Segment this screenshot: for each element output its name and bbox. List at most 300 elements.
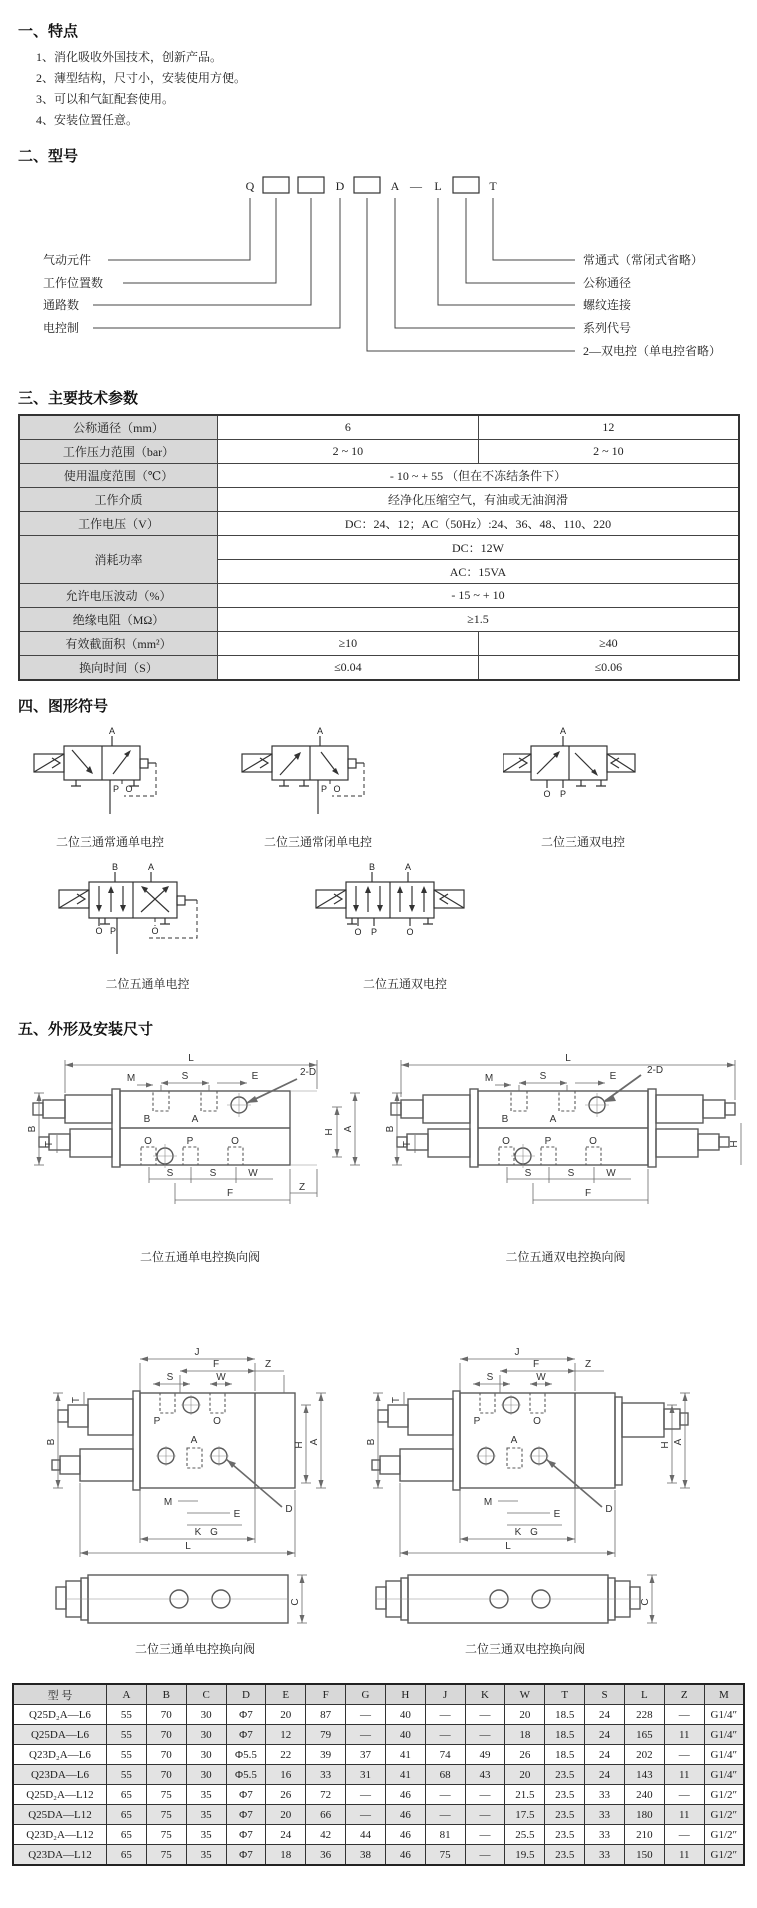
model-code-cell: Q25D₂A—L12: [13, 1785, 107, 1805]
param-value: 2 ~ 10: [218, 440, 479, 464]
dimension-drawing: [40, 1335, 350, 1629]
dim-label: E: [251, 1071, 259, 1082]
dim-label: 2-D: [299, 1067, 317, 1078]
param-value: - 10 ~ + 55 （但在不冻结条件下）: [218, 464, 740, 488]
dim-label: F: [226, 1188, 234, 1199]
symbol-arrowheads: [294, 752, 339, 775]
symbol-caption: 二位三通常通单电控: [55, 835, 164, 849]
centerlines: [511, 1093, 609, 1168]
dimension-value-cell: 46: [385, 1825, 425, 1845]
dimension-value-cell: 33: [585, 1825, 625, 1845]
port-holes-dashed: [160, 1393, 225, 1468]
symbol-body: [59, 872, 197, 954]
size-column-header: S: [585, 1684, 625, 1705]
dimension-value-cell: 11: [664, 1765, 704, 1785]
port-a-label: A: [316, 726, 324, 736]
model-code-cell: Q23DA—L12: [13, 1845, 107, 1866]
dimension-value-cell: Φ7: [226, 1825, 266, 1845]
dim-label: J: [514, 1347, 520, 1358]
dimension-value-cell: 33: [585, 1845, 625, 1866]
dim-label: L: [505, 1541, 511, 1552]
param-value: 经净化压缩空气，有油或无油润滑: [218, 488, 740, 512]
size-column-header: D: [226, 1684, 266, 1705]
dimension-value-cell: 87: [306, 1705, 346, 1725]
size-column-header: B: [146, 1684, 186, 1705]
dim-label: Z: [298, 1182, 306, 1193]
size-column-header: C: [186, 1684, 226, 1705]
dim-label: T: [71, 1396, 82, 1404]
port-a-label: A: [108, 726, 116, 736]
drawing-5way-double: [383, 1045, 748, 1265]
dimension-value-cell: —: [425, 1725, 465, 1745]
valve-outline: [52, 1391, 295, 1623]
dimension-value-cell: —: [664, 1705, 704, 1725]
model-code-diagram: [10, 172, 750, 368]
dimension-value-cell: 49: [465, 1745, 505, 1765]
dimension-value-cell: 26: [266, 1785, 306, 1805]
symbol-3way-nc-single: [238, 726, 398, 850]
dimension-value-cell: 21.5: [505, 1785, 545, 1805]
valve-outline: [391, 1089, 735, 1167]
dimension-value-cell: 20: [266, 1805, 306, 1825]
dimension-value-cell: 12: [266, 1725, 306, 1745]
symbol-3way-no-single: [30, 726, 190, 850]
dimension-value-cell: —: [346, 1705, 386, 1725]
dim-label: B: [46, 1438, 57, 1446]
dimension-value-cell: Φ7: [226, 1805, 266, 1825]
section-heading-model: 二、型号: [18, 148, 79, 165]
dimension-value-cell: 11: [664, 1805, 704, 1825]
dimension-value-cell: 39: [306, 1745, 346, 1765]
dimension-value-cell: 65: [107, 1785, 147, 1805]
symbol-caption: 二位五通单电控: [105, 977, 190, 991]
dimension-value-cell: 75: [146, 1845, 186, 1866]
dimension-value-cell: G1/4″: [704, 1705, 744, 1725]
dim-label: D: [285, 1504, 293, 1515]
dim-label: F: [212, 1359, 220, 1370]
param-label: 使用温度范围（℃）: [19, 464, 218, 488]
dimension-value-cell: 18.5: [545, 1725, 585, 1745]
valve-symbol-icon: [55, 860, 240, 964]
dimension-value-cell: 35: [186, 1785, 226, 1805]
dim-label: G: [210, 1527, 218, 1538]
dim-label: S: [166, 1168, 174, 1179]
dimension-value-cell: —: [425, 1705, 465, 1725]
dim-label: K: [514, 1527, 522, 1538]
dimension-value-cell: 11: [664, 1845, 704, 1866]
dim-label: L: [185, 1541, 191, 1552]
port-o-label: O: [125, 784, 133, 794]
feature-item: 2、薄型结构，尺寸小，安装使用方便。: [36, 71, 247, 85]
model-code-letter: Q: [245, 179, 255, 193]
dimension-value-cell: 210: [624, 1825, 664, 1845]
param-value: ≤0.04: [218, 656, 479, 681]
model-code-cell: Q23D₂A—L6: [13, 1745, 107, 1765]
dimension-value-cell: 17.5: [505, 1805, 545, 1825]
param-value: - 15 ~ + 10: [218, 584, 740, 608]
dim-label: H: [729, 1140, 740, 1148]
size-column-header: J: [425, 1684, 465, 1705]
model-right-label: 系列代号: [583, 321, 632, 335]
size-table-row: [13, 1745, 744, 1765]
size-column-header: A: [107, 1684, 147, 1705]
port-label: O: [533, 1416, 541, 1427]
port-label: A: [549, 1114, 557, 1125]
dimension-value-cell: 33: [585, 1785, 625, 1805]
dimension-value-cell: 33: [306, 1765, 346, 1785]
port-label: O: [502, 1136, 510, 1147]
dim-label: S: [166, 1372, 174, 1383]
dimension-value-cell: 22: [266, 1745, 306, 1765]
symbol-body: [503, 736, 635, 788]
dimension-lines: [392, 1060, 741, 1204]
dimension-value-cell: 44: [346, 1825, 386, 1845]
dim-label: B: [366, 1438, 377, 1446]
dimension-value-cell: —: [664, 1825, 704, 1845]
dimension-value-cell: 46: [385, 1845, 425, 1866]
dimension-value-cell: 65: [107, 1845, 147, 1866]
dim-label: W: [606, 1168, 616, 1179]
dimension-value-cell: 30: [186, 1705, 226, 1725]
param-label: 允许电压波动（%）: [19, 584, 218, 608]
port-a-label: A: [147, 862, 155, 872]
dimension-value-cell: 20: [505, 1765, 545, 1785]
symbol-body: [242, 736, 364, 814]
param-value: DC：24、12；AC（50Hz）:24、36、48、110、220: [218, 512, 740, 536]
dimension-value-cell: —: [465, 1725, 505, 1745]
dim-label: S: [181, 1071, 189, 1082]
drawing-5way-single: [25, 1045, 375, 1265]
dimension-value-cell: G1/4″: [704, 1725, 744, 1745]
dim-label: E: [553, 1509, 561, 1520]
drawing-caption: 二位五通双电控换向阀: [505, 1250, 626, 1264]
dim-label: D: [605, 1504, 613, 1515]
dimension-value-cell: 55: [107, 1705, 147, 1725]
symbol-body: [34, 736, 156, 814]
dim-label: G: [530, 1527, 538, 1538]
size-column-header: G: [346, 1684, 386, 1705]
dimension-value-cell: 43: [465, 1765, 505, 1785]
dimension-value-cell: Φ5.5: [226, 1745, 266, 1765]
dimension-value-cell: 23.5: [545, 1785, 585, 1805]
feature-item: 1、消化吸收外国技术，创新产品。: [36, 50, 223, 64]
dimension-value-cell: 24: [585, 1765, 625, 1785]
valve-symbol-icon: [503, 726, 663, 822]
dimension-value-cell: 70: [146, 1745, 186, 1765]
dimension-value-cell: —: [425, 1805, 465, 1825]
dimension-value-cell: G1/4″: [704, 1765, 744, 1785]
dim-label: C: [640, 1598, 651, 1606]
dimension-value-cell: 41: [385, 1765, 425, 1785]
model-code-letter: A: [390, 179, 400, 193]
size-column-header: L: [624, 1684, 664, 1705]
drawing-3way-single: [40, 1335, 350, 1657]
param-value: DC：12W: [218, 536, 740, 560]
dimension-drawing: [360, 1335, 690, 1629]
dimension-value-cell: 37: [346, 1745, 386, 1765]
dimension-value-cell: 30: [186, 1725, 226, 1745]
size-table-row: [13, 1725, 744, 1745]
dimension-value-cell: —: [425, 1785, 465, 1805]
size-column-header: H: [385, 1684, 425, 1705]
dimension-value-cell: 68: [425, 1765, 465, 1785]
dimension-value-cell: 30: [186, 1765, 226, 1785]
symbol-5way-double: [310, 860, 500, 992]
dim-label: L: [188, 1053, 194, 1064]
section-heading-symbols: 四、图形符号: [18, 698, 109, 715]
size-column-header: 型 号: [13, 1684, 107, 1705]
param-value: 6: [218, 415, 479, 440]
size-column-header: T: [545, 1684, 585, 1705]
dimension-value-cell: 26: [505, 1745, 545, 1765]
dimension-value-cell: G1/4″: [704, 1745, 744, 1765]
dim-label: S: [539, 1071, 547, 1082]
dim-label: W: [536, 1372, 546, 1383]
dimension-value-cell: —: [346, 1725, 386, 1745]
section-heading-features: 一、特点: [18, 23, 79, 40]
dimension-value-cell: G1/2″: [704, 1785, 744, 1805]
dimension-value-cell: 55: [107, 1725, 147, 1745]
dimension-value-cell: 143: [624, 1765, 664, 1785]
dimension-arrowheads: [376, 1357, 688, 1624]
port-label: O: [231, 1136, 239, 1147]
section-heading-dimensions: 五、外形及安装尺寸: [18, 1021, 154, 1038]
size-column-header: W: [505, 1684, 545, 1705]
drawing-caption: 二位三通双电控换向阀: [464, 1642, 585, 1656]
dimension-drawing: [25, 1045, 375, 1237]
dimension-value-cell: 35: [186, 1845, 226, 1866]
dim-label: M: [484, 1073, 494, 1084]
model-right-label: 2—双电控（单电控省略）: [583, 344, 722, 358]
features-list: [0, 47, 757, 131]
dim-label: W: [216, 1372, 226, 1383]
dim-label: M: [163, 1497, 173, 1508]
model-code-letter: T: [489, 179, 497, 193]
dimension-drawing: [383, 1045, 748, 1237]
dimension-value-cell: 31: [346, 1765, 386, 1785]
dim-label: 2-D: [646, 1065, 664, 1076]
valve-symbol-icon: [310, 860, 500, 964]
dim-label: M: [483, 1497, 493, 1508]
symbol-arrowheads: [86, 750, 131, 774]
dim-label: W: [248, 1168, 258, 1179]
size-table-row: [13, 1825, 744, 1845]
size-column-header: M: [704, 1684, 744, 1705]
param-label: 工作电压（V）: [19, 512, 218, 536]
port-label: P: [153, 1416, 161, 1427]
param-value: AC：15VA: [218, 560, 740, 584]
size-header-row: [13, 1684, 744, 1705]
port-p-label: P: [370, 927, 378, 937]
dimension-lines: [34, 1060, 360, 1204]
model-left-label: 气动元件: [43, 253, 92, 267]
dimension-value-cell: G1/2″: [704, 1845, 744, 1866]
dim-label: K: [194, 1527, 202, 1538]
port-a-label: A: [559, 726, 567, 736]
dimension-value-cell: 74: [425, 1745, 465, 1765]
param-label: 消耗功率: [19, 536, 218, 584]
parameters-table: [18, 414, 740, 681]
port-label: A: [510, 1435, 518, 1446]
port-o-label: O: [333, 784, 341, 794]
dimension-value-cell: 75: [425, 1845, 465, 1866]
model-code-connectors: [93, 198, 575, 351]
port-p-label: P: [320, 784, 328, 794]
model-code-cell: Q25D₂A—L6: [13, 1705, 107, 1725]
dimension-value-cell: 42: [306, 1825, 346, 1845]
dimension-value-cell: 70: [146, 1705, 186, 1725]
dimension-arrowheads: [395, 1063, 736, 1166]
port-a-label: A: [404, 862, 412, 872]
symbol-body: [316, 872, 464, 926]
dimension-value-cell: Φ7: [226, 1785, 266, 1805]
dimension-value-cell: 150: [624, 1845, 664, 1866]
dim-label: E: [233, 1509, 241, 1520]
size-column-header: K: [465, 1684, 505, 1705]
dimension-value-cell: G1/2″: [704, 1825, 744, 1845]
symbol-caption: 二位三通常闭单电控: [263, 835, 372, 849]
dim-label: S: [486, 1372, 494, 1383]
port-label: P: [544, 1136, 552, 1147]
dim-label: B: [385, 1125, 396, 1133]
dimension-value-cell: 75: [146, 1785, 186, 1805]
dim-label: C: [290, 1598, 301, 1606]
dim-label: H: [660, 1441, 671, 1449]
port-o-label: O: [354, 927, 362, 937]
dimension-value-cell: 41: [385, 1745, 425, 1765]
dimension-value-cell: 240: [624, 1785, 664, 1805]
port-label: B: [143, 1114, 151, 1125]
model-code-boxes: [263, 177, 479, 193]
dimension-value-cell: —: [346, 1785, 386, 1805]
symbol-caption: 二位三通双电控: [540, 835, 625, 849]
size-table-row: [13, 1845, 744, 1866]
dimension-value-cell: 20: [266, 1705, 306, 1725]
feature-item: 4、安装位置任意。: [36, 113, 139, 127]
dimension-value-cell: —: [346, 1805, 386, 1825]
dim-label: F: [532, 1359, 540, 1370]
dimension-value-cell: 65: [107, 1805, 147, 1825]
model-right-label: 螺纹连接: [583, 298, 632, 312]
dimension-value-cell: Φ7: [226, 1705, 266, 1725]
drawings-row-2: [0, 1335, 757, 1657]
param-label: 工作介质: [19, 488, 218, 512]
size-column-header: Z: [664, 1684, 704, 1705]
dimension-value-cell: 228: [624, 1705, 664, 1725]
dimension-value-cell: 36: [306, 1845, 346, 1866]
dimension-value-cell: —: [465, 1845, 505, 1866]
symbol-arrowheads: [553, 751, 598, 776]
dimension-value-cell: —: [465, 1705, 505, 1725]
drawing-caption: 二位五通单电控换向阀: [139, 1250, 260, 1264]
dimension-value-cell: 35: [186, 1825, 226, 1845]
dim-label: A: [343, 1125, 354, 1133]
model-code-cell: Q23DA—L6: [13, 1765, 107, 1785]
dimension-value-cell: 65: [107, 1825, 147, 1845]
port-p-label: P: [559, 789, 567, 799]
dimension-value-cell: 180: [624, 1805, 664, 1825]
dimension-value-cell: 70: [146, 1725, 186, 1745]
port-o-label: O: [406, 927, 414, 937]
dimension-value-cell: 24: [585, 1705, 625, 1725]
dimension-value-cell: 18.5: [545, 1705, 585, 1725]
dim-label: L: [565, 1053, 571, 1064]
port-holes-dashed: [480, 1393, 545, 1468]
port-label: O: [589, 1136, 597, 1147]
dimension-value-cell: 55: [107, 1765, 147, 1785]
dimension-value-cell: 23.5: [545, 1825, 585, 1845]
valve-symbol-icon: [30, 726, 190, 822]
dimension-value-cell: —: [465, 1805, 505, 1825]
dimension-value-cell: 16: [266, 1765, 306, 1785]
symbol-caption: 二位五通双电控: [362, 977, 447, 991]
port-label: B: [501, 1114, 509, 1125]
dimension-value-cell: G1/2″: [704, 1805, 744, 1825]
port-label: P: [186, 1136, 194, 1147]
feature-item: 3、可以和气缸配套使用。: [36, 92, 175, 106]
model-left-label: 工作位置数: [43, 276, 104, 290]
dimension-value-cell: 55: [107, 1745, 147, 1765]
dimension-value-cell: 79: [306, 1725, 346, 1745]
param-label: 绝缘电阻（MΩ）: [19, 608, 218, 632]
dim-label: Z: [264, 1359, 272, 1370]
dimension-value-cell: 46: [385, 1785, 425, 1805]
dimension-value-cell: 165: [624, 1725, 664, 1745]
size-table-row: [13, 1785, 744, 1805]
drawings-row-1: [0, 1045, 757, 1265]
dim-label: J: [194, 1347, 200, 1358]
dimension-value-cell: 40: [385, 1705, 425, 1725]
dimension-value-cell: 18: [505, 1725, 545, 1745]
dimension-value-cell: 38: [346, 1845, 386, 1866]
drawing-3way-double: [360, 1335, 690, 1657]
valve-outline: [372, 1391, 688, 1623]
dim-label: T: [402, 1140, 413, 1148]
dimension-value-cell: 24: [266, 1825, 306, 1845]
dimension-value-cell: 18.5: [545, 1745, 585, 1765]
valve-symbol-icon: [238, 726, 398, 822]
dim-label: E: [609, 1071, 617, 1082]
dimension-value-cell: 202: [624, 1745, 664, 1765]
dim-label: B: [27, 1125, 38, 1133]
size-table: [12, 1683, 745, 1866]
dimension-value-cell: 30: [186, 1745, 226, 1765]
dimension-value-cell: 81: [425, 1825, 465, 1845]
port-o-label: O: [95, 926, 103, 936]
dimension-value-cell: 66: [306, 1805, 346, 1825]
port-label: P: [473, 1416, 481, 1427]
port-label: A: [191, 1114, 199, 1125]
param-value: ≥1.5: [218, 608, 740, 632]
dimension-value-cell: 72: [306, 1785, 346, 1805]
model-code-cell: Q23D₂A—L12: [13, 1825, 107, 1845]
size-table-row: [13, 1705, 744, 1725]
dimension-value-cell: 24: [585, 1725, 625, 1745]
port-label: O: [213, 1416, 221, 1427]
dimension-value-cell: 18: [266, 1845, 306, 1866]
dimension-value-cell: 70: [146, 1765, 186, 1785]
dimension-value-cell: 23.5: [545, 1845, 585, 1866]
symbols-row-1: [0, 726, 757, 850]
port-o-label: O: [543, 789, 551, 799]
model-code-cell: Q25DA—L12: [13, 1805, 107, 1825]
dimension-value-cell: Φ5.5: [226, 1765, 266, 1785]
dimension-value-cell: Φ7: [226, 1725, 266, 1745]
dim-label: Z: [584, 1359, 592, 1370]
dim-label: M: [126, 1073, 136, 1084]
dimension-value-cell: —: [664, 1745, 704, 1765]
dimension-value-cell: 35: [186, 1805, 226, 1825]
